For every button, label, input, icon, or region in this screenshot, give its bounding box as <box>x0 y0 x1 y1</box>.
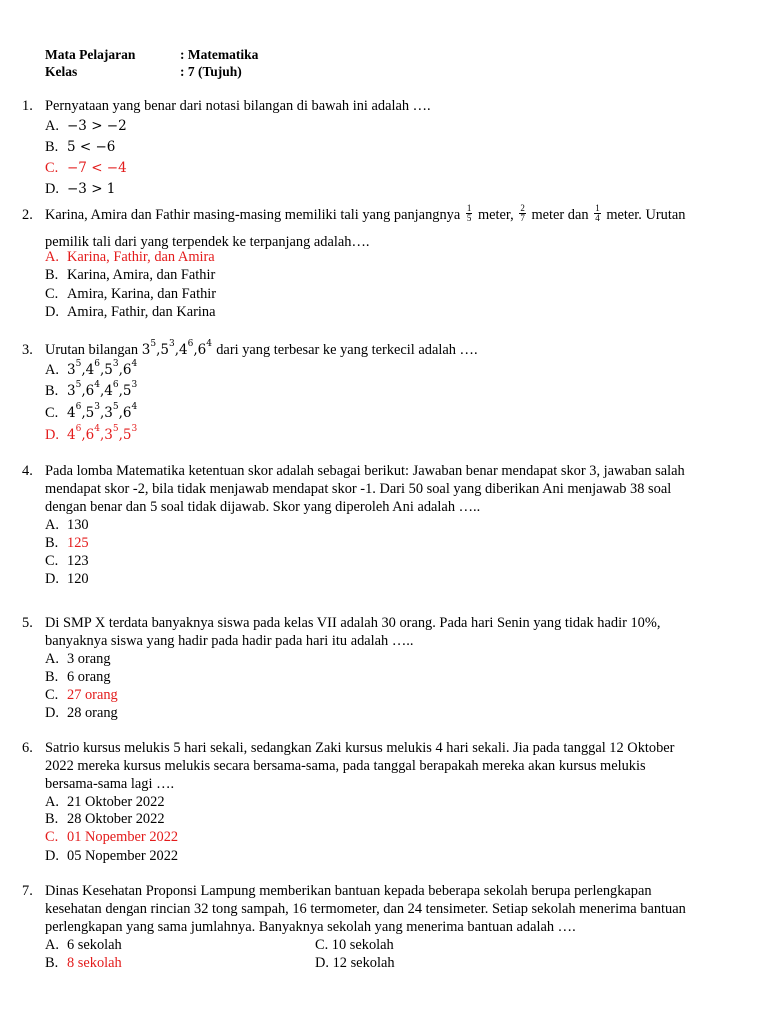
option-text: Amira, Karina, dan Fathir <box>67 286 217 302</box>
fraction <box>519 204 526 223</box>
option-text: 28 orang <box>67 705 118 721</box>
option-text: 123 <box>67 553 89 569</box>
question-text-line: banyaknya siswa yang hadir pada hadir pada hari itu adalah ….. <box>45 633 414 649</box>
option-letter: B. <box>45 383 59 399</box>
option-letter: B. <box>45 669 59 685</box>
subject-label: Mata Pelajaran <box>45 47 136 62</box>
question-number: 5. <box>22 615 33 631</box>
option-text: $3^5,6^4,4^6,5^3$ <box>67 380 138 399</box>
question-text-line: mendapat skor -2, bila tidak menjawab mendapat skor -1. Dari 50 soal yang diberikan Ani menjawab 38 soal <box>45 481 672 497</box>
power-exponent: 4 <box>206 339 212 349</box>
option-text: 21 Oktober 2022 <box>67 794 165 810</box>
numerator: 1 <box>466 203 472 214</box>
option-text: 05 Nopember 2022 <box>67 848 179 864</box>
option-text: 3 orang <box>67 651 111 667</box>
option-letter: C. <box>45 286 59 302</box>
option-letter: B. <box>45 955 59 971</box>
option-letter: B. <box>45 139 59 155</box>
power-base: 4 <box>178 342 188 358</box>
option-text: D. 12 sekolah <box>315 955 395 971</box>
option-letter: D. <box>45 571 59 587</box>
option-text: 130 <box>67 517 89 533</box>
option-letter: A. <box>45 651 59 667</box>
option-text: −3 > −2 <box>67 118 127 134</box>
option-letter: C. <box>45 405 59 421</box>
question-number: 7. <box>22 883 33 899</box>
question-text-line: Di SMP X terdata banyaknya siswa pada kelas VII adalah 30 orang. Pada hari Senin yang tidak hadir 10%, <box>45 615 661 631</box>
numerator: 1 <box>595 203 600 214</box>
question-text-line: 2022 mereka kursus melukis secara bersama-sama, pada tanggal berapakah mereka akan kursus melukis <box>45 758 646 774</box>
power-exponent: 6 <box>187 339 194 349</box>
option-letter: B. <box>45 811 59 827</box>
question-text-part: Urutan bilangan <box>45 342 139 358</box>
option-letter: A. <box>45 118 59 134</box>
option-text: 120 <box>67 571 89 587</box>
denominator: 5 <box>466 213 472 224</box>
power-exponent: 3 <box>168 339 175 349</box>
option-letter: D. <box>45 705 59 721</box>
option-text-correct: Karina, Fathir, dan Amira <box>67 249 215 265</box>
option-text: $4^6,5^3,3^5,6^4$ <box>67 402 138 421</box>
question-text <box>45 203 686 225</box>
question-text: Pernyataan yang benar dari notasi bilangan di bawah ini adalah …. <box>45 98 431 114</box>
question-number: 4. <box>22 463 33 479</box>
fraction <box>466 204 473 223</box>
question-text-part: meter. Urutan <box>606 207 686 223</box>
option-letter: A. <box>45 517 59 533</box>
option-letter: A. <box>45 937 59 953</box>
question-text <box>45 341 478 359</box>
question-number: 3. <box>22 342 33 358</box>
option-letter: A. <box>45 362 59 378</box>
question-text-line: Dinas Kesehatan Proponsi Lampung memberikan bantuan kepada beberapa sekolah berupa perlengkapan <box>45 883 652 899</box>
question-text-line: pemilik tali dari yang terpendek ke terpanjang adalah…. <box>45 234 370 250</box>
question-number: 6. <box>22 740 33 756</box>
option-text: 6 orang <box>67 669 111 685</box>
denominator: 4 <box>595 213 600 224</box>
question-text-line: Pada lomba Matematika ketentuan skor adalah sebagai berikut: Jawaban benar mendapat skor 3, jawaban salah <box>45 463 685 479</box>
question-text-part: meter dan <box>531 207 589 223</box>
question-text-part: Karina, Amira dan Fathir masing-masing memiliki tali yang panjangnya <box>45 207 461 223</box>
option-letter-correct: C. <box>45 160 59 176</box>
power-base: 3 <box>141 342 151 358</box>
option-text: Karina, Amira, dan Fathir <box>67 267 216 283</box>
option-letter: D. <box>45 181 59 197</box>
question-text-line: perlengkapan yang sama jumlahnya. Banyaknya sekolah yang menerima bantuan adalah …. <box>45 919 576 935</box>
option-text: 5 < −6 <box>67 139 116 155</box>
question-text-line: bersama-sama lagi …. <box>45 776 175 792</box>
question-text-line: kesehatan dengan rincian 32 tong sampah, 16 termometer, dan 24 tensimeter. Setiap sekolah menerima bantuan <box>45 901 686 917</box>
class-label: Kelas <box>45 64 78 79</box>
question-number: 1. <box>22 98 33 114</box>
question-text-part: dari yang terbesar ke yang terkecil adalah …. <box>216 342 478 358</box>
option-text: C. 10 sekolah <box>315 937 394 953</box>
option-letter-correct: A. <box>45 249 59 265</box>
option-text-correct: 01 Nopember 2022 <box>67 829 179 845</box>
option-text: $3^5,4^6,5^3,6^4$ <box>67 359 138 378</box>
option-letter-correct: D. <box>45 427 59 443</box>
subject-value: : Matematika <box>180 47 259 62</box>
option-text: 28 Oktober 2022 <box>67 811 165 827</box>
question-text-part: meter, <box>477 207 514 223</box>
option-text-correct: $4^6,6^4,3^5,5^3$ <box>67 424 138 443</box>
option-letter: A. <box>45 794 59 810</box>
denominator: 7 <box>520 213 525 224</box>
option-letter-correct: C. <box>45 829 59 845</box>
option-text: Amira, Fathir, dan Karina <box>67 304 216 320</box>
option-letter: C. <box>45 687 59 703</box>
class-value: : 7 (Tujuh) <box>180 64 242 79</box>
power-base: 6 <box>197 342 207 358</box>
option-text-correct: 27 orang <box>67 687 118 703</box>
numerator: 2 <box>520 203 525 214</box>
option-letter: C. <box>45 553 59 569</box>
fraction <box>594 204 601 223</box>
option-letter: D. <box>45 304 59 320</box>
option-text-correct: 125 <box>67 535 89 551</box>
power-exponent: 5 <box>150 339 157 349</box>
power-base: 5 <box>160 342 169 358</box>
option-text-correct: −7 < −4 <box>67 160 127 176</box>
question-text-line: dengan benar dan 5 soal tidak dijawab. Skor yang diperoleh Ani adalah ….. <box>45 499 481 515</box>
option-letter: B. <box>45 535 59 551</box>
question-number: 2. <box>22 207 33 223</box>
power-list: $3^5,5^3,4^6,6^4$ <box>141 339 212 358</box>
question-text-line: Satrio kursus melukis 5 hari sekali, sedangkan Zaki kursus melukis 4 hari sekali. Jia pada tanggal 12 Oktober <box>45 740 675 756</box>
option-text: 6 sekolah <box>67 937 122 953</box>
option-text-correct: 8 sekolah <box>67 955 122 971</box>
option-text: −3 > 1 <box>67 181 116 197</box>
option-letter: D. <box>45 848 59 864</box>
option-letter: B. <box>45 267 59 283</box>
